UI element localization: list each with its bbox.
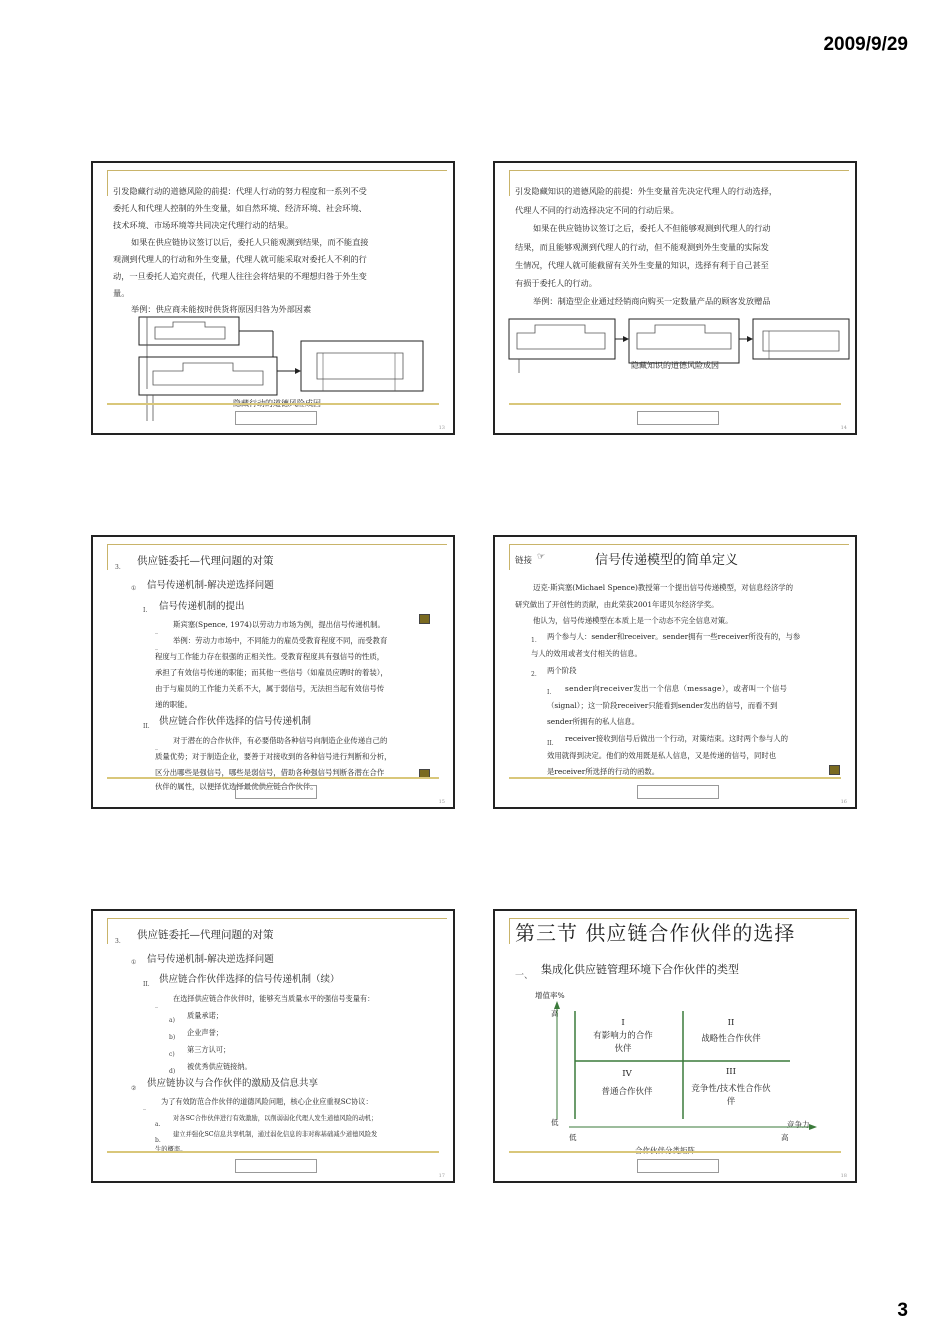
decor-line xyxy=(509,544,849,545)
slide-number: 18 xyxy=(840,1173,847,1179)
slide-subheading: 信号传递机制的提出 xyxy=(159,601,245,612)
slide-text: 引发隐藏行动的道德风险的前提：代理人行动的努力程度和一系列不受 xyxy=(113,186,367,196)
slide-text: 区分出哪些是强信号，哪些是弱信号，借助各种强信号判断各潜在合作 xyxy=(155,768,385,777)
list-marker: 3. xyxy=(115,938,121,945)
slide-text: 有损于委托人的行动。 xyxy=(515,278,597,288)
slide-text: 观测到代理人的行动和外生变量，代理人就可能采取对委托人不利的行 xyxy=(113,254,367,264)
decor-line xyxy=(509,777,841,779)
slide-text: 承担了有效信号传递的职能；而其他一些信号（如雇员应聘时的着装）， xyxy=(155,668,388,677)
slide-text: 是receiver所选择的行动的函数。 xyxy=(547,767,660,776)
list-marker: a) xyxy=(169,1017,175,1024)
list-marker: _ xyxy=(155,743,158,750)
x-axis-low: 低 xyxy=(569,1133,577,1142)
slide-text: 斯宾塞(Spence, 1974)以劳动力市场为例，提出信号传递机制。 xyxy=(173,620,385,629)
slide-heading: 供应链委托—代理问题的对策 xyxy=(137,555,274,567)
footer-box xyxy=(637,785,719,799)
x-axis-high: 高 xyxy=(781,1133,789,1142)
x-axis-label: 竞争力 xyxy=(787,1120,810,1129)
list-marker: b. xyxy=(155,1137,161,1144)
slide-text: （signal）；这一阶段receiver只能看到sender发出的信号，而看不到 xyxy=(547,701,778,710)
list-marker: I. xyxy=(547,689,552,696)
diagram-caption: 合作伙伴分类矩阵 xyxy=(635,1146,695,1155)
slide-text: 量。 xyxy=(113,288,130,298)
slide-text: 由于与雇员的工作能力关系不大，属于弱信号，无法担当起有效信号传 xyxy=(155,684,385,693)
decor-line xyxy=(509,918,510,944)
decor-line xyxy=(107,544,108,570)
pointer-icon: ☞ xyxy=(537,552,546,562)
slide-text: 举例：劳动力市场中，不同能力的雇员受教育程度不同，而受教育 xyxy=(173,636,388,645)
list-marker: b) xyxy=(169,1034,176,1041)
slide-subheading: 供应链合作伙伴选择的信号传递机制 xyxy=(159,716,312,727)
diagram-caption: 隐藏行动的道德风险成因 xyxy=(233,399,321,408)
slide-text: 他认为，信号传递模型在本质上是一个动态不完全信息对策。 xyxy=(533,616,733,625)
slide-text: 举例：供应商未能按时供货将原因归咎为外部因素 xyxy=(131,304,312,314)
slide-text: receiver接收到信号后做出一个行动，对策结束。这时两个参与人的 xyxy=(565,734,789,743)
print-date: 2009/9/29 xyxy=(823,34,908,55)
slide-subheading: 集成化供应链管理环境下合作伙伴的类型 xyxy=(541,963,739,976)
quadrant-3-numeral: III xyxy=(725,1067,737,1077)
slide-text: 技术环境、市场环境等共同决定代理行动的结果。 xyxy=(113,220,294,230)
slide-text: 生情况，代理人就可能截留有关外生变量的知识，选择有利于自己甚至 xyxy=(515,260,769,270)
decor-line xyxy=(107,918,108,944)
slide-heading: 供应链委托—代理问题的对策 xyxy=(137,929,274,941)
slide-text: 动，一旦委托人追究责任，代理人往往会将结果的不理想归咎于外生变 xyxy=(113,271,367,281)
decor-line xyxy=(509,544,510,570)
slide-number: 16 xyxy=(840,799,847,805)
list-marker: II. xyxy=(143,981,150,988)
decor-line xyxy=(107,918,447,919)
slide-text: 质量承诺； xyxy=(187,1011,223,1020)
slide-number: 14 xyxy=(840,425,847,431)
slide-text: 两个参与人：sender和receiver。sender拥有一些receiver所没有的，与参 xyxy=(547,632,801,641)
slide-text: 质量优势；对于制造企业，要善于对接收到的各种信号进行判断和分析， xyxy=(155,752,392,761)
slide-text: 为了有效防范合作伙伴的道德风险问题，核心企业应重视SC协议： xyxy=(161,1097,373,1106)
footer-box xyxy=(637,411,719,425)
link-label[interactable]: 链接 xyxy=(515,556,533,566)
slide-heading: 信号传递模型的简单定义 xyxy=(595,553,739,568)
list-marker: 3. xyxy=(115,564,121,571)
footer-box xyxy=(235,1159,317,1173)
list-marker: ① xyxy=(131,585,137,592)
slide-text: sender所拥有的私人信息。 xyxy=(547,717,640,726)
footer-box xyxy=(637,1159,719,1173)
slide-text: 被优秀供应链接纳。 xyxy=(187,1062,252,1071)
decor-line xyxy=(107,170,447,171)
y-axis-low: 低 xyxy=(551,1118,559,1127)
decor-line xyxy=(107,403,439,405)
slide-thumbnail-18 xyxy=(493,909,857,1183)
decor-line xyxy=(509,403,841,405)
list-marker: _ xyxy=(155,643,158,650)
list-marker: 一、 xyxy=(515,971,534,981)
slide-text: 举例：制造型企业通过经销商向购买一定数量产品的顾客发放赠品 xyxy=(533,296,771,306)
quadrant-4-label: 普通合作伙伴 xyxy=(601,1087,653,1097)
slide-text: 第三方认可； xyxy=(187,1045,231,1054)
slide-text: sender向receiver发出一个信息（message），或者叫一个信号 xyxy=(565,684,788,693)
decor-line xyxy=(509,170,510,196)
decor-line xyxy=(107,170,108,196)
list-marker: c) xyxy=(169,1051,175,1058)
back-arrow-icon[interactable] xyxy=(829,765,840,775)
decor-line xyxy=(107,777,439,779)
slide-text: 两个阶段 xyxy=(547,666,577,675)
slide-text: 程度与工作能力存在很强的正相关性。受教育程度具有强信号的性质， xyxy=(155,652,385,661)
slide-text: 与人的效用或者支付相关的信息。 xyxy=(531,649,642,658)
list-marker: _ xyxy=(155,627,158,634)
list-marker: _ xyxy=(155,1001,158,1008)
link-arrow-icon[interactable] xyxy=(419,614,430,624)
slide-text: 如果在供应链协议签订以后，委托人只能观测到结果，而不能直接 xyxy=(131,237,369,247)
list-marker: ① xyxy=(131,959,137,966)
slide-text: 效用就得到决定。他们的效用既是私人信息，又是传递的信号，同时也 xyxy=(547,751,777,760)
slide-subheading: 信号传递机制-解决逆选择问题 xyxy=(147,580,274,591)
y-axis-label: 增值率% xyxy=(535,991,565,1000)
slide-text: 迈克·斯宾塞(Michael Spence)教授第一个提出信号传递模型，对信息经济学的 xyxy=(533,583,794,592)
y-axis-high: 高 xyxy=(551,1009,559,1018)
page-number: 3 xyxy=(897,1300,908,1321)
slide-number: 15 xyxy=(438,799,445,805)
decor-line xyxy=(509,170,849,171)
list-marker: 2. xyxy=(531,671,537,678)
slide-number: 17 xyxy=(438,1173,445,1179)
slide-thumbnail-17 xyxy=(91,909,455,1183)
slide-text: 企业声誉； xyxy=(187,1028,223,1037)
slide-text: 代理人不同的行动选择决定不同的行动后果。 xyxy=(515,205,679,215)
slide-thumbnail-13 xyxy=(91,161,455,435)
list-marker: II. xyxy=(143,723,150,730)
slide-number: 13 xyxy=(438,425,445,431)
slide-text: 递的职能。 xyxy=(155,700,192,709)
slide-thumbnail-15 xyxy=(91,535,455,809)
list-marker: I. xyxy=(143,607,148,614)
list-marker: a. xyxy=(155,1121,161,1128)
slide-text: 引发隐藏知识的道德风险的前提：外生变量首先决定代理人的行动选择， xyxy=(515,186,778,196)
decor-line xyxy=(107,544,447,545)
footer-box xyxy=(235,411,317,425)
quadrant-1-label: 有影响力的合作伙伴 xyxy=(593,1031,653,1054)
footer-box xyxy=(235,785,317,799)
slide-text: 委托人和代理人控制的外生变量，如自然环境、经济环境、社会环境、 xyxy=(113,203,367,213)
slide-subheading: 供应链协议与合作伙伴的激励及信息共享 xyxy=(147,1078,319,1089)
decor-line xyxy=(509,1151,841,1153)
slide-text: 在选择供应链合作伙伴时，能够充当质量水平的强信号变量有： xyxy=(173,994,375,1003)
slide-text: 对于潜在的合作伙伴，有必要借助各种信号向制造企业传递自己的 xyxy=(173,736,388,745)
slide-subheading: 信号传递机制-解决逆选择问题 xyxy=(147,954,274,965)
slide-text: 伙伴的属性，以便择优选择最优供应链合作伙伴。 xyxy=(155,782,318,791)
list-marker: II. xyxy=(547,740,554,747)
list-marker: ② xyxy=(131,1085,137,1092)
slide-text: 建立并强化SC信息共享机制，通过弱化信息的非对称基础减少道德风险发 xyxy=(173,1131,378,1138)
slide-text: 生的概率。 xyxy=(155,1146,187,1153)
list-marker: d) xyxy=(169,1068,176,1075)
slide-thumbnail-16 xyxy=(493,535,857,809)
list-marker: _ xyxy=(143,1103,146,1110)
decor-line xyxy=(107,1151,439,1153)
slide-text: 对各SC合作伙伴进行有效激励，以削弱弱化代理人发生道德风险的动机； xyxy=(173,1115,378,1122)
slide-text: 如果在供应链协议签订之后，委托人不但能够观测到代理人的行动 xyxy=(533,223,771,233)
slide-text: 研究做出了开创性的贡献，由此荣获2001年诺贝尔经济学奖。 xyxy=(515,600,719,609)
partner-matrix-diagram xyxy=(535,991,835,1135)
quadrant-4-numeral: IV xyxy=(622,1069,632,1079)
slide-heading: 第三节 供应链合作伙伴的选择 xyxy=(515,921,796,945)
diagram-caption: 隐藏知识的道德风险成因 xyxy=(631,361,719,370)
quadrant-2-numeral: II xyxy=(727,1018,735,1028)
quadrant-2-label: 战略性合作伙伴 xyxy=(701,1034,761,1044)
slide-thumbnail-14 xyxy=(493,161,857,435)
quadrant-3-label: 竞争性/技术性合作伙伴 xyxy=(691,1084,771,1107)
slide-text: 结果，而且能够观测到代理人的行动，但不能观测到外生变量的实际发 xyxy=(515,242,769,252)
slide-subheading: 供应链合作伙伴选择的信号传递机制（续） xyxy=(159,974,340,985)
list-marker: 1. xyxy=(531,637,537,644)
quadrant-1-numeral: I xyxy=(621,1018,625,1028)
